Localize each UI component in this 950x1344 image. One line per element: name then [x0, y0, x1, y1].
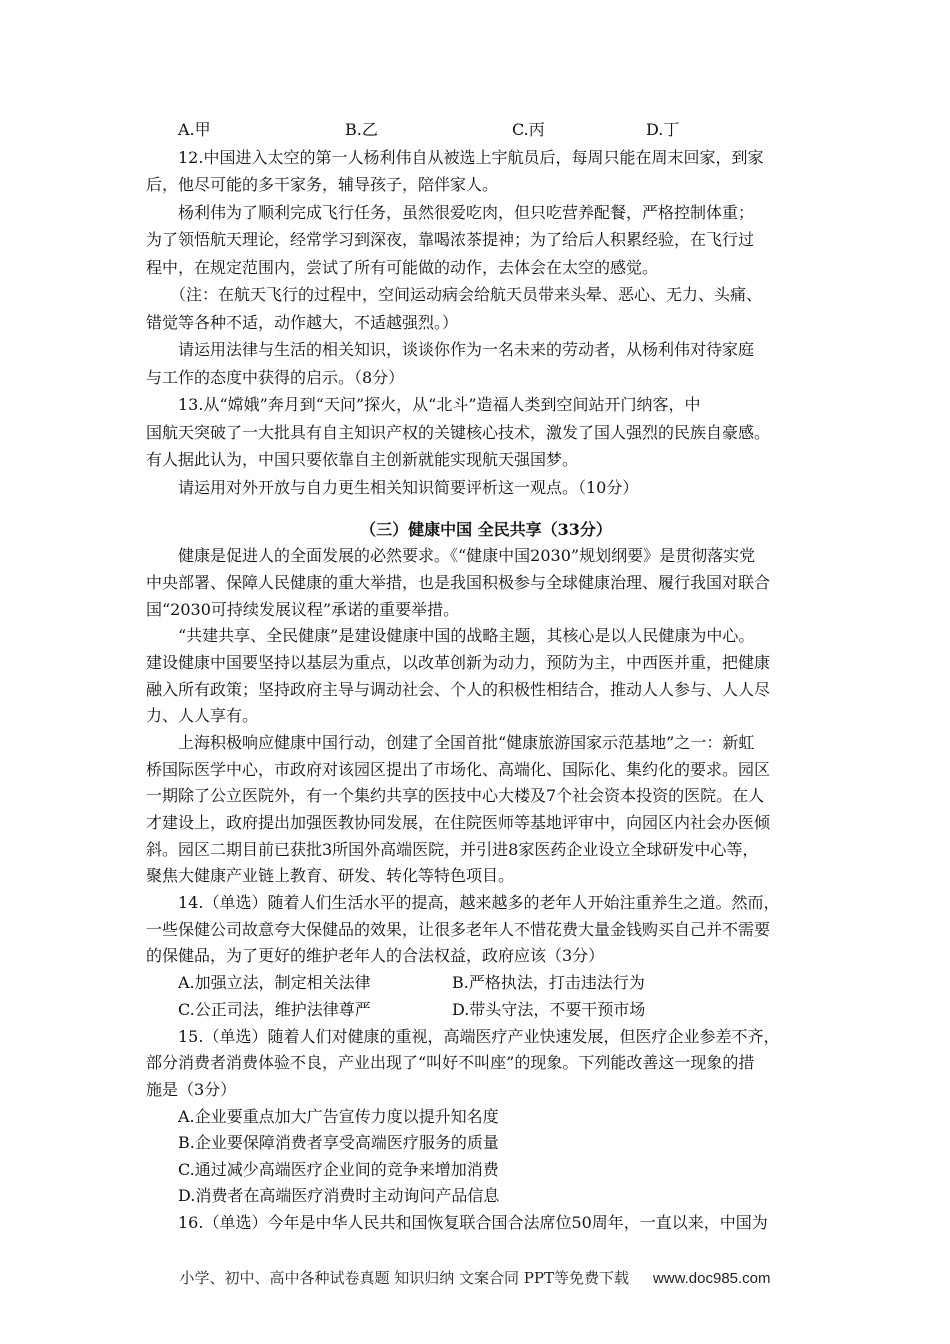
q13-stem-line: 13.从“嫦娥”奔月到“天问”探火，从“北斗”造福人类到空间站开门纳客，中	[178, 395, 701, 414]
section-title: （三）健康中国 全民共享（33分）	[360, 520, 612, 539]
q15-stem-line: 施是（3分）	[146, 1080, 237, 1099]
q14-stem-line: 一些保健公司故意夸大保健品的效果，让很多老年人不惜花费大量金钱购买自己并不需要	[146, 920, 771, 939]
q12-material-line: 程中，在规定范围内，尝试了所有可能做的动作，去体会在太空的感觉。	[146, 258, 659, 277]
footer-text: 小学、初中、高中各种试卷真题 知识归纳 文案合同 PPT等免费下载	[179, 1269, 629, 1287]
q14-option-c: C.公正司法，维护法律尊严	[178, 1000, 371, 1019]
q11-option-b: B.乙	[345, 120, 378, 139]
q15-option-c: C.通过减少高端医疗企业间的竞争来增加消费	[178, 1160, 499, 1179]
section3-paragraph-line: 聚焦大健康产业链上教育、研发、转化等特色项目。	[146, 866, 515, 885]
q15-stem-line: 15.（单选）随着人们对健康的重视，高端医疗产业快速发展，但医疗企业参差不齐，	[178, 1027, 780, 1046]
q15-option-b: B.企业要保障消费者享受高端医疗服务的质量	[178, 1133, 499, 1152]
q12-question-line: 请运用法律与生活的相关知识，谈谈你作为一名未来的劳动者，从杨利伟对待家庭	[178, 340, 755, 359]
q14-stem-line: 的保健品，为了更好的维护老年人的合法权益，政府应该（3分）	[146, 946, 605, 965]
q15-option-a: A.企业要重点加大广告宣传力度以提升知名度	[178, 1107, 499, 1126]
q12-stem-line: 后，他尽可能的多干家务，辅导孩子，陪伴家人。	[146, 175, 499, 194]
section3-paragraph-line: 上海积极响应健康中国行动，创建了全国首批“健康旅游国家示范基地”之一：新虹	[178, 733, 755, 752]
q14-stem-line: 14.（单选）随着人们生活水平的提高，越来越多的老年人开始注重养生之道。然而，	[178, 893, 780, 912]
section3-paragraph-line: 国“2030可持续发展议程”承诺的重要举措。	[146, 600, 460, 619]
q14-option-d: D.带头守法，不要干预市场	[452, 1000, 646, 1019]
q11-option-c: C.丙	[512, 120, 545, 139]
q13-question-line: 请运用对外开放与自力更生相关知识简要评析这一观点。（10分）	[178, 478, 639, 497]
q13-stem-line: 有人据此认为，中国只要依靠自主创新就能实现航天强国梦。	[146, 450, 579, 469]
section3-paragraph-line: 建设健康中国要坚持以基层为重点，以改革创新为动力，预防为主，中西医并重，把健康	[146, 653, 771, 672]
section3-paragraph-line: 中央部署、保障人民健康的重大举措，也是我国积极参与全球健康治理、履行我国对联合	[146, 573, 771, 592]
q11-option-a: A.甲	[178, 120, 211, 139]
section3-paragraph-line: “共建共享、全民健康”是建设健康中国的战略主题，其核心是以人民健康为中心。	[178, 626, 755, 645]
section3-paragraph-line: 力、人人享有。	[146, 706, 259, 725]
page-footer	[0, 1268, 950, 1289]
section3-paragraph-line: 融入所有政策；坚持政府主导与调动社会、个人的积极性相结合，推动人人参与、人人尽	[146, 680, 771, 699]
q15-stem-line: 部分消费者消费体验不良，产业出现了“叫好不叫座”的现象。下列能改善这一现象的措	[146, 1053, 755, 1072]
footer-link[interactable]: www.doc985.com	[652, 1270, 771, 1287]
q16-stem-line: 16.（单选）今年是中华人民共和国恢复联合国合法席位50周年，一直以来，中国为	[178, 1213, 768, 1232]
section3-paragraph-line: 才建设上，政府提出加强医教协同发展，在住院医师等基地评审中，向园区内社会办医倾	[146, 813, 771, 832]
q14-option-a: A.加强立法，制定相关法律	[178, 973, 371, 992]
section3-paragraph-line: 健康是促进人的全面发展的必然要求。《“健康中国2030”规划纲要》是贯彻落实党	[178, 546, 756, 565]
q12-question-line: 与工作的态度中获得的启示。（8分）	[146, 368, 405, 387]
q12-note-line: 错觉等各种不适，动作越大，不适越强烈。）	[146, 313, 459, 332]
q12-material-line: 杨利伟为了顺利完成飞行任务，虽然很爱吃肉，但只吃营养配餐，严格控制体重；	[178, 203, 755, 222]
q12-material-line: 为了领悟航天理论，经常学习到深夜，靠喝浓茶提神；为了给后人积累经验，在飞行过	[146, 230, 755, 249]
q12-stem-line: 12.中国进入太空的第一人杨利伟自从被选上宇航员后，每周只能在周末回家，到家	[178, 148, 764, 167]
q15-option-d: D.消费者在高端医疗消费时主动询问产品信息	[178, 1186, 500, 1205]
section3-paragraph-line: 斜。园区二期目前已获批3所国外高端医院，并引进8家医药企业设立全球研发中心等，	[146, 840, 759, 859]
section3-paragraph-line: 一期除了公立医院外，有一个集约共享的医技中心大楼及7个社会资本投资的医院。在人	[146, 786, 765, 805]
section3-paragraph-line: 桥国际医学中心，市政府对该园区提出了市场化、高端化、国际化、集约化的要求。园区	[146, 760, 771, 779]
q14-option-b: B.严格执法，打击违法行为	[452, 973, 645, 992]
q12-note-line: （注：在航天飞行的过程中，空间运动病会给航天员带来头晕、恶心、无力、头痛、	[170, 285, 763, 304]
q13-stem-line: 国航天突破了一大批具有自主知识产权的关键核心技术，激发了国人强烈的民族自豪感。	[146, 423, 771, 442]
q11-option-d: D.丁	[646, 120, 680, 139]
